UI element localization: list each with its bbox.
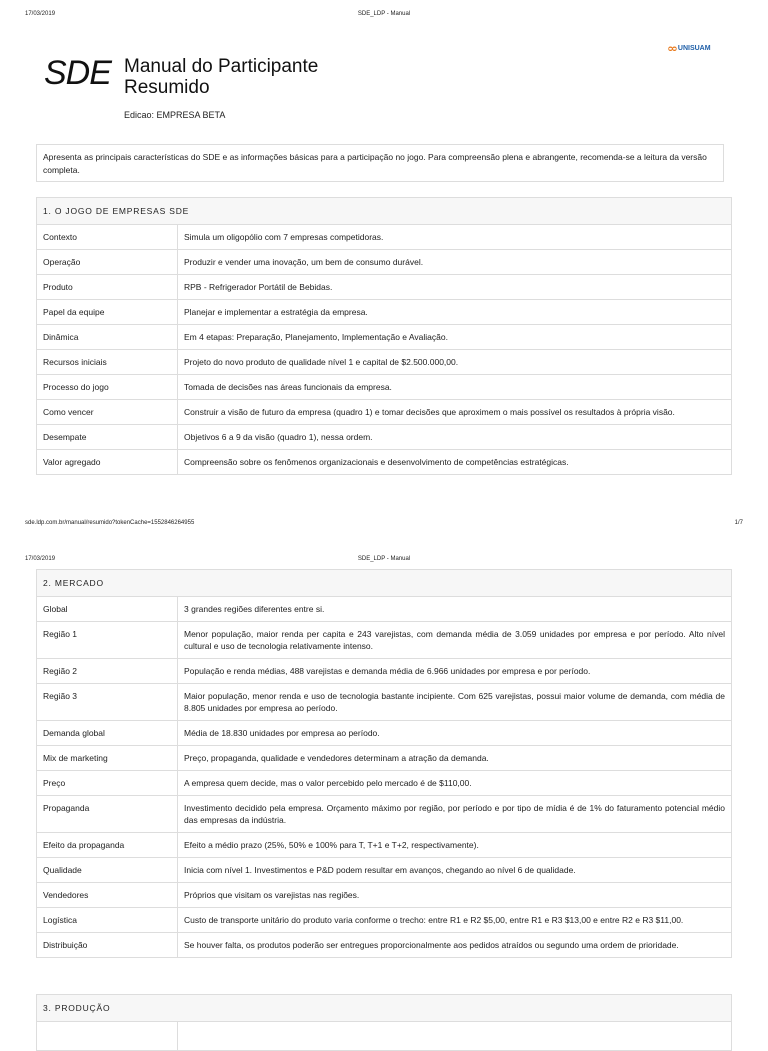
row-label: Operação: [37, 250, 178, 275]
row-label: Processo do jogo: [37, 375, 178, 400]
row-label: Contexto: [37, 225, 178, 250]
table-row: [37, 858, 732, 883]
table-row: [37, 275, 732, 300]
table-row: [37, 833, 732, 858]
table-row: [37, 350, 732, 375]
row-value: A empresa quem decide, mas o valor percebido pelo mercado é de $110,00.: [178, 771, 732, 796]
row-value: RPB - Refrigerador Portátil de Bebidas.: [178, 275, 732, 300]
row-value: Compreensão sobre os fenômenos organizacionais e desenvolvimento de competências estratégicas.: [178, 450, 732, 475]
row-value: Custo de transporte unitário do produto varia conforme o trecho: entre R1 e R2 $5,00, entre R1 e R3 $13,00 e entre R2 e R3 $11,00.: [178, 908, 732, 933]
row-label: Papel da equipe: [37, 300, 178, 325]
header-date: 17/03/2019: [25, 11, 56, 17]
title-line-2: Resumido: [124, 77, 210, 98]
table-row: [37, 659, 732, 684]
table-row: [37, 225, 732, 250]
row-value: Próprios que visitam os varejistas nas regiões.: [178, 883, 732, 908]
row-label: Qualidade: [37, 858, 178, 883]
row-label: Dinâmica: [37, 325, 178, 350]
row-label: Desempate: [37, 425, 178, 450]
table-row: [37, 375, 732, 400]
sde-logo-text: SDE: [44, 54, 111, 92]
header-title: SDE_LDP - Manual: [357, 11, 411, 17]
title-line-1: Manual do Participante: [124, 56, 319, 77]
section-1-table: [36, 197, 732, 475]
edition-label: Edicao: EMPRESA BETA: [124, 110, 226, 120]
row-label: Região 1: [37, 622, 178, 659]
section-2-table: [36, 569, 732, 958]
table-row: [37, 933, 732, 958]
table-row: [37, 450, 732, 475]
row-label: Logística: [37, 908, 178, 933]
row-value: Se houver falta, os produtos poderão ser entregues proporcionalmente aos pedidos atraídos ou segundo uma ordem de prioridade.: [178, 933, 732, 958]
table-cell: [37, 1022, 178, 1051]
table-row: [37, 721, 732, 746]
table-row: [37, 622, 732, 659]
row-value: Produzir e vender uma inovação, um bem de consumo durável.: [178, 250, 732, 275]
row-value: 3 grandes regiões diferentes entre si.: [178, 597, 732, 622]
row-label: Valor agregado: [37, 450, 178, 475]
table-row: [37, 908, 732, 933]
row-value: Menor população, maior renda per capita e 243 varejistas, com demanda média de 3.059 unidades por empresa e por período. Alto nível cultural e uso de tecnologia relativamente intenso.: [178, 622, 732, 659]
row-label: Produto: [37, 275, 178, 300]
table-row: [37, 597, 732, 622]
header-date: 17/03/2019: [25, 556, 56, 562]
row-label: Distribuição: [37, 933, 178, 958]
row-value: Maior população, menor renda e uso de tecnologia bastante incipiente. Com 625 varejistas, possui maior volume de demanda, com média de 8.805 unidades por empresa ao período.: [178, 684, 732, 721]
row-label: Recursos iniciais: [37, 350, 178, 375]
logo-text: UNISUAM: [677, 45, 711, 52]
row-value: Preço, propaganda, qualidade e vendedores determinam a atração da demanda.: [178, 746, 732, 771]
row-value: Planejar e implementar a estratégia da empresa.: [178, 300, 732, 325]
row-label: Demanda global: [37, 721, 178, 746]
row-value: Construir a visão de futuro da empresa (quadro 1) e tomar decisões que aproximem o mais possível os resultados à própria visão.: [178, 400, 732, 425]
row-label: Vendedores: [37, 883, 178, 908]
row-value: Em 4 etapas: Preparação, Planejamento, Implementação e Avaliação.: [178, 325, 732, 350]
row-label: Região 3: [37, 684, 178, 721]
row-value: Objetivos 6 a 9 da visão (quadro 1), nessa ordem.: [178, 425, 732, 450]
intro-box: Apresenta as principais características do SDE e as informações básicas para a participação no jogo. Para compreensão plena e abrangente, recomenda-se a leitura da versão completa.: [36, 144, 724, 182]
section-2-title: 2. MERCADO: [37, 570, 732, 597]
row-label: Global: [37, 597, 178, 622]
footer-url: sde.ldp.com.br/manual/resumido?tokenCache=1552846264955: [25, 520, 195, 526]
row-label: Região 2: [37, 659, 178, 684]
section-1-title: 1. O JOGO DE EMPRESAS SDE: [37, 198, 732, 225]
header-title: SDE_LDP - Manual: [357, 556, 411, 562]
table-row: [37, 400, 732, 425]
table-row: [37, 684, 732, 721]
table-row: [37, 325, 732, 350]
row-value: População e renda médias, 488 varejistas e demanda média de 6.966 unidades por empresa e por período.: [178, 659, 732, 684]
row-label: Efeito da propaganda: [37, 833, 178, 858]
table-row: [37, 746, 732, 771]
logo-mark-icon: ᴑᴑ: [668, 44, 676, 53]
table-row: [37, 300, 732, 325]
row-value: Investimento decidido pela empresa. Orçamento máximo por região, por período e por tipo de mídia é de 1% do faturamento potencial médio das empresas da indústria.: [178, 796, 732, 833]
page-title: [124, 56, 318, 98]
table-cell: [178, 1022, 732, 1051]
row-label: Propaganda: [37, 796, 178, 833]
row-label: Como vencer: [37, 400, 178, 425]
section-3-title: 3. PRODUÇÃO: [37, 995, 732, 1022]
row-value: Média de 18.830 unidades por empresa ao período.: [178, 721, 732, 746]
table-row: [37, 425, 732, 450]
row-value: Efeito a médio prazo (25%, 50% e 100% para T, T+1 e T+2, respectivamente).: [178, 833, 732, 858]
table-row: [37, 250, 732, 275]
row-value: Projeto do novo produto de qualidade nível 1 e capital de $2.500.000,00.: [178, 350, 732, 375]
row-value: Tomada de decisões nas áreas funcionais da empresa.: [178, 375, 732, 400]
footer-page-number: 1/7: [734, 520, 743, 526]
section-3-table: [36, 994, 732, 1051]
row-value: Inicia com nível 1. Investimentos e P&D podem resultar em avanços, chegando ao nível 6 de qualidade.: [178, 858, 732, 883]
row-label: Preço: [37, 771, 178, 796]
unisuam-logo: [668, 44, 711, 53]
table-row: [37, 883, 732, 908]
row-value: Simula um oligopólio com 7 empresas competidoras.: [178, 225, 732, 250]
table-row: [37, 771, 732, 796]
row-label: Mix de marketing: [37, 746, 178, 771]
table-row: [37, 796, 732, 833]
